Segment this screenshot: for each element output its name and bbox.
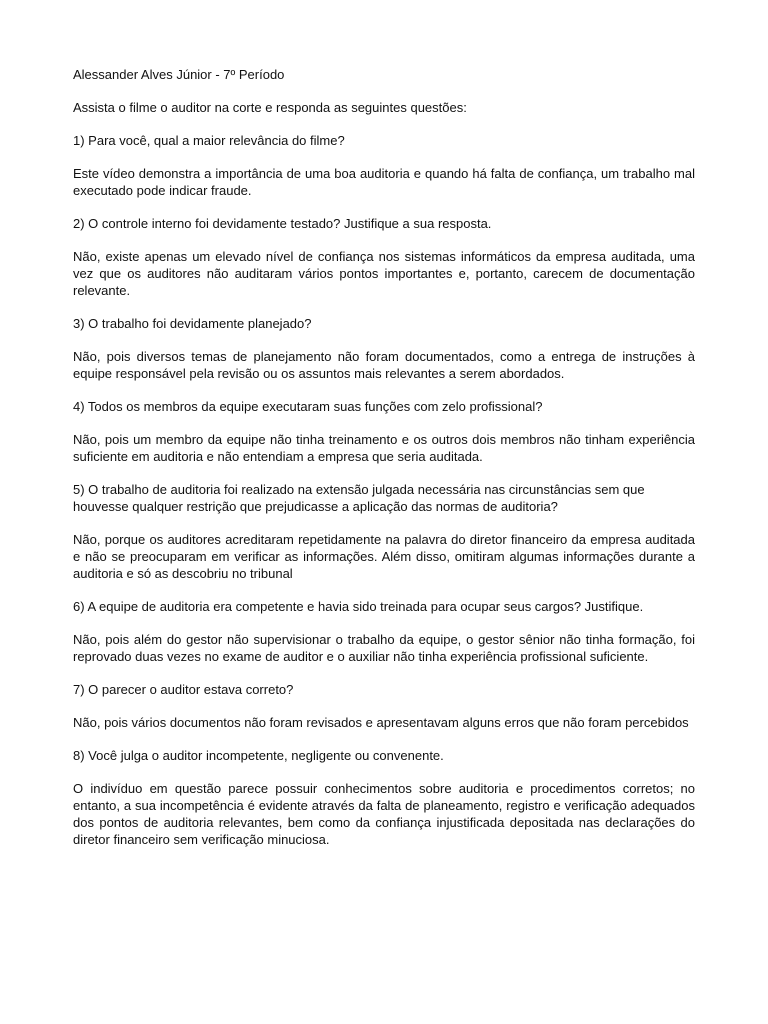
author-line: Alessander Alves Júnior - 7º Período — [73, 67, 285, 82]
question-6: 6) A equipe de auditoria era competente e havia sido treinada para ocupar seus cargos? Justifique. — [73, 599, 644, 614]
question-8: 8) Você julga o auditor incompetente, negligente ou convenente. — [73, 748, 444, 763]
intro-text: Assista o filme o auditor na corte e responda as seguintes questões: — [73, 100, 467, 115]
answer-7: Não, pois vários documentos não foram revisados e apresentavam alguns erros que não foram percebidos — [73, 715, 689, 730]
answer-8: O indivíduo em questão parece possuir conhecimentos sobre auditoria e procedimentos corretos; no entanto, a sua incompetência é evidente através da falta de planeamento, registro e verificação adequados dos pontos de auditoria relevantes, bem como da confiança injustificada depositada nas declarações do diretor financeiro sem verificação minuciosa. — [73, 781, 695, 847]
question-1: 1) Para você, qual a maior relevância do filme? — [73, 133, 345, 148]
question-4: 4) Todos os membros da equipe executaram suas funções com zelo profissional? — [73, 399, 543, 414]
answer-1: Este vídeo demonstra a importância de uma boa auditoria e quando há falta de confiança, um trabalho mal executado pode indicar fraude. — [73, 166, 695, 198]
answer-5: Não, porque os auditores acreditaram repetidamente na palavra do diretor financeiro da empresa auditada e não se preocuparam em verificar as informações. Além disso, omitiram algumas informações durante a auditoria e só as descobriu no tribunal — [73, 532, 695, 581]
answer-2: Não, existe apenas um elevado nível de confiança nos sistemas informáticos da empresa auditada, uma vez que os auditores não auditaram vários pontos importantes e, portanto, carecem de documentação relevante. — [73, 249, 695, 298]
question-5: 5) O trabalho de auditoria foi realizado na extensão julgada necessária nas circunstâncias sem que houvesse qualquer restrição que prejudicasse a aplicação das normas de auditoria? — [73, 482, 645, 514]
question-2: 2) O controle interno foi devidamente testado? Justifique a sua resposta. — [73, 216, 492, 231]
answer-3: Não, pois diversos temas de planejamento não foram documentados, como a entrega de instruções à equipe responsável pela revisão ou os assuntos mais relevantes a serem abordados. — [73, 349, 695, 381]
answer-6: Não, pois além do gestor não supervisionar o trabalho da equipe, o gestor sênior não tinha formação, foi reprovado duas vezes no exame de auditor e o auxiliar não tinha experiência profissional suficiente. — [73, 632, 695, 664]
question-7: 7) O parecer o auditor estava correto? — [73, 682, 294, 697]
document-page — [73, 66, 695, 864]
question-3: 3) O trabalho foi devidamente planejado? — [73, 316, 312, 331]
answer-4: Não, pois um membro da equipe não tinha treinamento e os outros dois membros não tinham experiência suficiente em auditoria e não entendiam a empresa que seria auditada. — [73, 432, 695, 464]
